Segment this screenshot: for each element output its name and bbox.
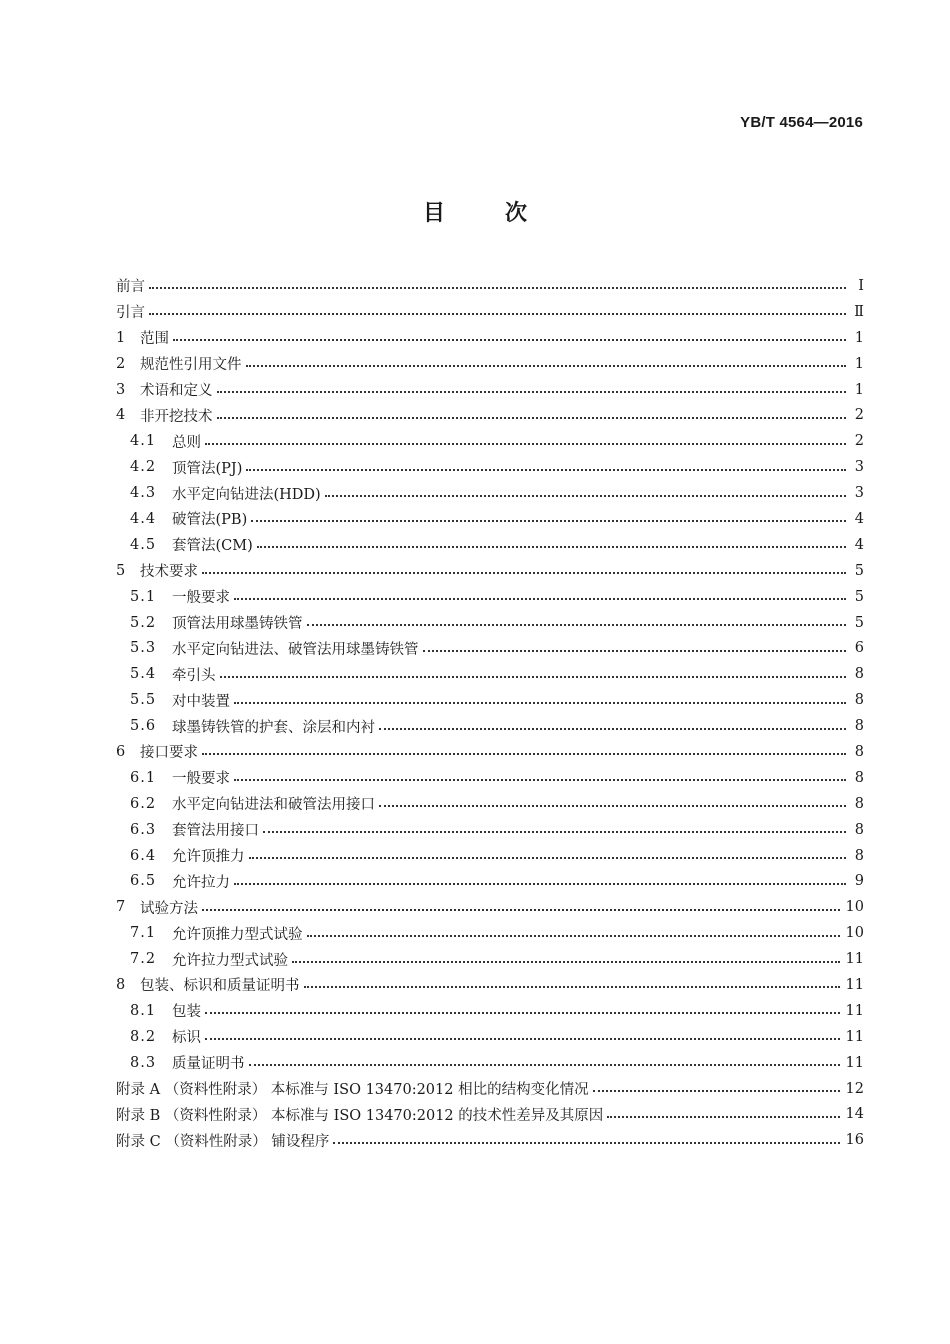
toc-entry-title: 套管法用接口 <box>172 823 259 840</box>
toc-entry-page: 3 <box>854 485 864 502</box>
toc-entry[interactable] <box>116 377 864 403</box>
toc-dot-leader <box>202 908 840 911</box>
toc-dot-leader <box>149 312 846 315</box>
toc-entry[interactable] <box>116 920 864 946</box>
toc-entry[interactable] <box>116 661 864 687</box>
toc-entry-title: 总则 <box>172 434 201 451</box>
toc-entry-page: 6 <box>854 640 864 657</box>
toc-entry-number: 8 <box>116 976 126 993</box>
toc-dot-leader <box>234 778 846 781</box>
toc-entry-number: 6.2 <box>130 795 157 812</box>
toc-entry[interactable] <box>116 325 864 351</box>
toc-dot-leader <box>307 934 840 937</box>
toc-entry-number: 3 <box>116 381 126 398</box>
toc-dot-leader <box>234 882 846 885</box>
toc-entry[interactable] <box>116 584 864 610</box>
toc-entry-page: 8 <box>854 666 864 683</box>
toc-entry-page: 11 <box>845 951 864 968</box>
toc-dot-leader <box>249 1063 840 1066</box>
toc-entry-number: 6 <box>116 743 126 760</box>
toc-entry-title: 标识 <box>172 1030 201 1047</box>
toc-entry-title: 牵引头 <box>172 667 216 684</box>
toc-entry-title: 一般要求 <box>172 771 230 788</box>
toc-entry-number: 4 <box>116 407 126 424</box>
toc-entry[interactable] <box>116 894 864 920</box>
toc-entry-number: 4.4 <box>130 510 157 527</box>
toc-dot-leader <box>307 623 847 626</box>
toc-entry-title: 前言 <box>116 279 145 296</box>
toc-dot-leader <box>202 752 846 755</box>
toc-entry-title: 允许顶推力型式试验 <box>172 926 303 943</box>
document-code: YB/T 4564—2016 <box>740 114 863 131</box>
toc-entry-number: 2 <box>116 355 126 372</box>
toc-entry-number: 5.3 <box>130 640 157 657</box>
toc-entry-number: 5.4 <box>130 666 157 683</box>
toc-dot-leader <box>249 856 847 859</box>
toc-entry[interactable] <box>116 1024 864 1050</box>
toc-entry-page: 8 <box>854 769 864 786</box>
toc-entry-page: 11 <box>845 1028 864 1045</box>
toc-entry-title: 水平定向钻进法(HDD) <box>172 486 321 503</box>
toc-entry-page: 5 <box>854 562 864 579</box>
toc-entry[interactable] <box>116 610 864 636</box>
toc-entry-title: 非开挖技术 <box>140 408 213 425</box>
toc-entry-title: 对中装置 <box>172 693 230 710</box>
toc-entry[interactable] <box>116 739 864 765</box>
toc-entry[interactable] <box>116 454 864 480</box>
toc-entry[interactable] <box>116 946 864 972</box>
toc-entry[interactable] <box>116 1050 864 1076</box>
toc-entry-title: 水平定向钻进法、破管法用球墨铸铁管 <box>172 641 419 658</box>
toc-entry[interactable] <box>116 506 864 532</box>
toc-entry-title: 技术要求 <box>140 564 198 581</box>
toc-entry-number: 6.5 <box>130 873 157 890</box>
toc-entry-title: 一般要求 <box>172 590 230 607</box>
toc-dot-leader <box>202 571 846 574</box>
toc-entry-number: 7.2 <box>130 951 157 968</box>
toc-dot-leader <box>149 286 846 289</box>
toc-entry-page: 10 <box>845 899 864 916</box>
toc-entry[interactable] <box>116 817 864 843</box>
toc-entry-title: 允许拉力 <box>172 874 230 891</box>
toc-dot-leader <box>251 519 846 522</box>
toc-entry-title: 破管法(PB) <box>172 512 248 529</box>
toc-entry-title: 套管法(CM) <box>172 538 253 555</box>
toc-entry[interactable] <box>116 558 864 584</box>
toc-dot-leader <box>593 1089 840 1092</box>
toc-entry-number: 4.3 <box>130 485 157 502</box>
toc-entry-title: 引言 <box>116 305 145 322</box>
toc-dot-leader <box>607 1115 839 1118</box>
toc-entry[interactable] <box>116 532 864 558</box>
toc-entry-number: 7.1 <box>130 925 157 942</box>
toc-entry-number: 6.4 <box>130 847 157 864</box>
toc-dot-leader <box>423 649 847 652</box>
toc-entry-number: 6.1 <box>130 769 157 786</box>
toc-entry-title: 水平定向钻进法和破管法用接口 <box>172 797 375 814</box>
toc-entry-number: 5.5 <box>130 692 157 709</box>
toc-entry-number: 5 <box>116 562 126 579</box>
toc-entry-page: Ⅰ <box>858 277 864 294</box>
toc-entry-page: 11 <box>845 1054 864 1071</box>
toc-entry-title: 术语和定义 <box>140 383 213 399</box>
toc-entry[interactable] <box>116 402 864 428</box>
toc-dot-leader <box>246 468 846 471</box>
toc-entry-page: 2 <box>854 433 864 450</box>
toc-entry[interactable] <box>116 998 864 1024</box>
toc-dot-leader <box>379 804 846 807</box>
toc-entry[interactable] <box>116 868 864 894</box>
toc-entry[interactable] <box>116 351 864 377</box>
toc-entry-title: 允许顶推力 <box>172 849 245 866</box>
toc-dot-leader <box>205 1037 840 1040</box>
toc-entry[interactable] <box>116 480 864 506</box>
toc-entry-title: 接口要求 <box>140 745 198 762</box>
toc-entry-page: 12 <box>845 1080 864 1097</box>
toc-entry-number: 4.5 <box>130 536 157 553</box>
toc-entry[interactable] <box>116 713 864 739</box>
toc-entry[interactable] <box>116 791 864 817</box>
toc-entry-title: 质量证明书 <box>172 1056 245 1073</box>
toc-entry-page: 8 <box>854 743 864 760</box>
toc-entry[interactable] <box>116 1127 864 1153</box>
toc-dot-leader <box>220 675 847 678</box>
toc-entry[interactable] <box>116 972 864 998</box>
toc-dot-leader <box>333 1141 839 1144</box>
toc-entry-title: 附录 C （资料性附录） 铺设程序 <box>116 1133 330 1150</box>
toc-entry-number: 8.3 <box>130 1054 157 1071</box>
toc-entry-page: 2 <box>854 407 864 424</box>
toc-entry-number: 5.2 <box>130 614 157 631</box>
toc-entry-page: 9 <box>854 873 864 890</box>
toc-entry-page: 1 <box>854 381 864 398</box>
toc-dot-leader <box>257 545 846 548</box>
toc-entry[interactable] <box>116 428 864 454</box>
toc-entry-page: 11 <box>845 1002 864 1019</box>
table-of-contents <box>116 273 864 1153</box>
toc-entry-title: 球墨铸铁管的护套、涂层和内衬 <box>172 719 375 736</box>
toc-entry-page: 3 <box>854 459 864 476</box>
toc-entry-number: 5.1 <box>130 588 157 605</box>
toc-entry-page: 4 <box>854 536 864 553</box>
toc-dot-leader <box>379 727 846 730</box>
toc-entry-title: 包装 <box>172 1004 201 1021</box>
toc-entry-number: 4.2 <box>130 459 157 476</box>
toc-entry-page: 1 <box>854 355 864 372</box>
toc-entry[interactable] <box>116 1076 864 1102</box>
page-title: 目次 <box>422 201 587 226</box>
toc-entry-page: 16 <box>845 1132 864 1149</box>
toc-dot-leader <box>205 442 846 445</box>
toc-entry-title: 范围 <box>140 331 169 348</box>
toc-dot-leader <box>234 597 846 600</box>
toc-entry-page: 11 <box>845 976 864 993</box>
toc-entry[interactable] <box>116 299 864 325</box>
toc-entry-title: 附录 A （资料性附录） 本标准与 ISO 13470:2012 相比的结构变化情况 <box>116 1082 589 1099</box>
toc-entry-number: 5.6 <box>130 718 157 735</box>
toc-entry-title: 顶管法(PJ) <box>172 460 243 477</box>
toc-entry-page: 14 <box>845 1106 864 1123</box>
toc-dot-leader <box>234 701 846 704</box>
toc-entry-page: 4 <box>854 510 864 527</box>
toc-entry-page: 8 <box>854 847 864 864</box>
toc-dot-leader <box>325 494 846 497</box>
toc-entry[interactable] <box>116 635 864 661</box>
toc-entry[interactable] <box>116 273 864 299</box>
toc-dot-leader <box>263 830 846 833</box>
toc-entry-page: 10 <box>845 925 864 942</box>
toc-entry-page: 8 <box>854 692 864 709</box>
toc-entry-title: 允许拉力型式试验 <box>172 952 288 969</box>
toc-dot-leader <box>205 1011 840 1014</box>
toc-dot-leader <box>292 960 840 963</box>
toc-dot-leader <box>173 338 846 341</box>
toc-entry-title: 附录 B （资料性附录） 本标准与 ISO 13470:2012 的技术性差异及其原因 <box>116 1107 604 1124</box>
toc-entry-number: 1 <box>116 329 126 346</box>
toc-entry-title: 顶管法用球墨铸铁管 <box>172 616 303 633</box>
toc-entry-page: 8 <box>854 821 864 838</box>
toc-entry-title: 包装、标识和质量证明书 <box>140 978 300 995</box>
toc-dot-leader <box>246 364 847 367</box>
toc-entry-number: 8.1 <box>130 1002 157 1019</box>
toc-dot-leader <box>217 416 847 419</box>
toc-entry-number: 4.1 <box>130 433 157 450</box>
toc-entry-number: 6.3 <box>130 821 157 838</box>
toc-entry-number: 8.2 <box>130 1028 157 1045</box>
toc-dot-leader <box>304 985 840 988</box>
toc-dot-leader <box>217 390 847 393</box>
toc-entry[interactable] <box>116 687 864 713</box>
toc-entry-page: 1 <box>854 329 864 346</box>
toc-entry-page: 5 <box>854 614 864 631</box>
toc-entry-page: 5 <box>854 588 864 605</box>
toc-entry-title: 试验方法 <box>140 900 198 917</box>
toc-entry[interactable] <box>116 765 864 791</box>
toc-entry-page: Ⅱ <box>854 303 864 320</box>
toc-entry-page: 8 <box>854 718 864 735</box>
toc-entry-page: 8 <box>854 795 864 812</box>
toc-entry-title: 规范性引用文件 <box>140 357 242 374</box>
toc-entry[interactable] <box>116 1102 864 1128</box>
toc-entry[interactable] <box>116 843 864 869</box>
toc-entry-number: 7 <box>116 899 126 916</box>
